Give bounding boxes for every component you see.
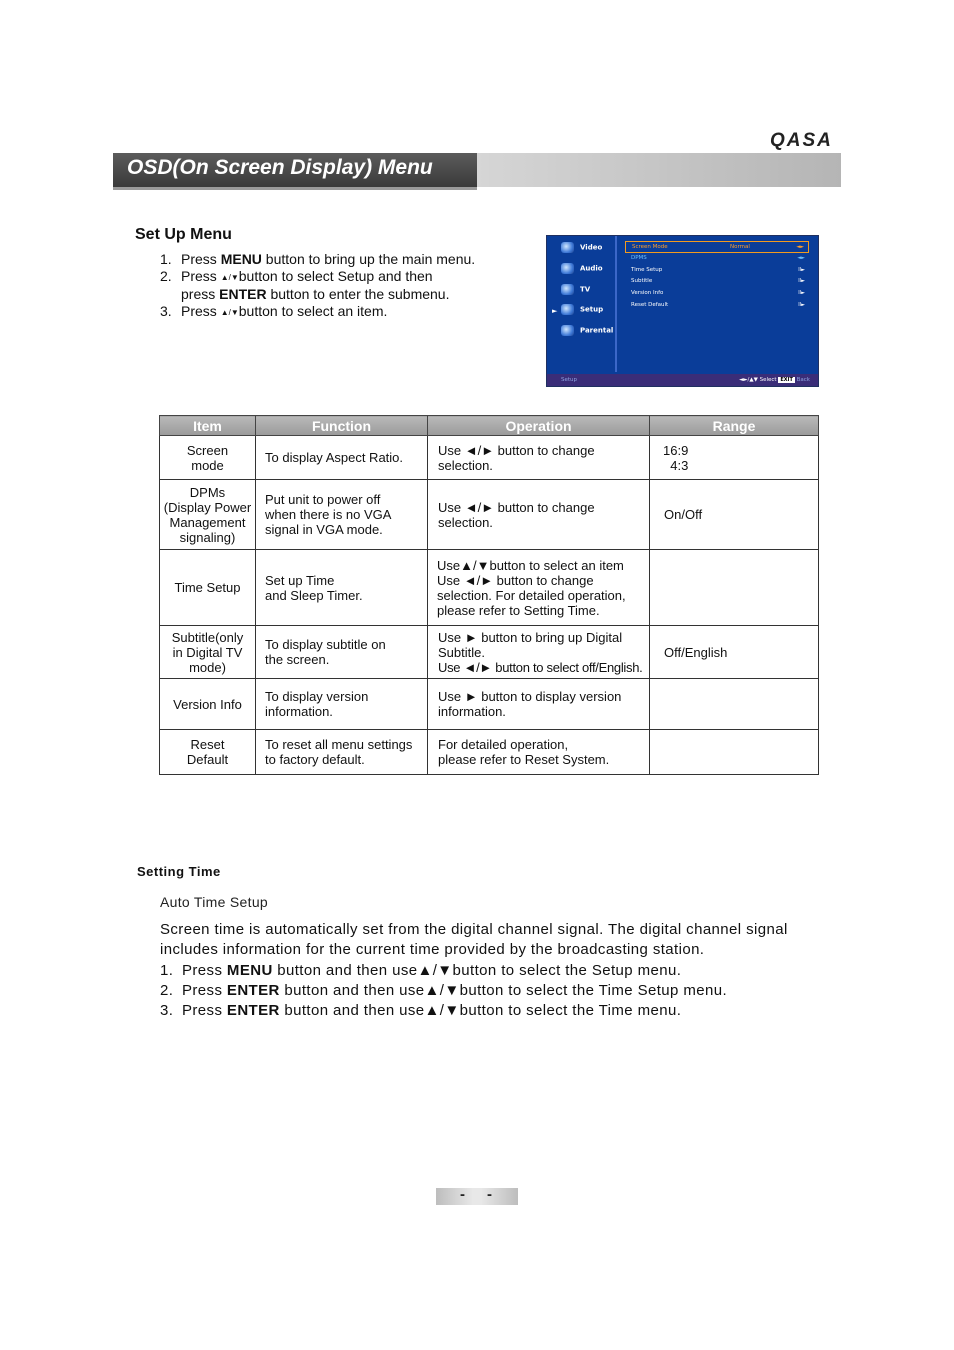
page-number xyxy=(436,1188,518,1205)
page-dash-right: - xyxy=(487,1186,492,1203)
cell-function: Put unit to power off when there is no VGA signal in VGA mode. xyxy=(256,480,428,550)
table-row xyxy=(160,626,819,679)
setup-menu-title: Set Up Menu xyxy=(135,226,232,243)
cell-operation: Use ◄/► button to change selection. xyxy=(428,480,650,550)
tv-icon xyxy=(561,284,574,295)
setting-step: 3. Press ENTER button and then use▲/▼button to select the Time menu. xyxy=(160,1002,682,1020)
setting-time-body xyxy=(160,920,788,1021)
cell-operation: Use ◄/► button to change selection. xyxy=(428,436,650,480)
header-function: Function xyxy=(256,416,428,436)
osd-menu-setup: Setup xyxy=(561,304,603,320)
osd-submenu xyxy=(625,241,809,311)
table-row xyxy=(160,730,819,775)
cell-function: Set up Time and Sleep Timer. xyxy=(256,550,428,626)
osd-main-menu xyxy=(547,236,617,372)
cell-range xyxy=(650,679,819,730)
cell-function: To display Aspect Ratio. xyxy=(256,436,428,480)
cell-range: Off/English xyxy=(650,626,819,679)
cell-operation: Use▲/▼button to select an item Use ◄/► button to change selection. For detailed operation, please refer to Setting Time. xyxy=(428,550,650,626)
cell-item: Screen mode xyxy=(160,436,256,480)
osd-row: Time Setup II► xyxy=(631,266,805,273)
setting-step: 2. Press ENTER button and then use▲/▼button to select the Time Setup menu. xyxy=(160,981,728,999)
osd-row: Screen Mode Normal ◄► xyxy=(625,241,809,253)
osd-status-bar xyxy=(547,374,818,386)
paragraph-line: Screen time is automatically set from the digital channel signal. The digital channel signal xyxy=(160,921,788,938)
cell-range: 16:9 4:3 xyxy=(650,436,819,480)
auto-time-setup-title: Auto Time Setup xyxy=(160,894,269,910)
cell-function: To reset all menu settings to factory default. xyxy=(256,730,428,775)
osd-menu-parental: Parental xyxy=(561,325,613,341)
header-range: Range xyxy=(650,416,819,436)
page-dash-left: - xyxy=(460,1186,465,1203)
cell-function: To display subtitle on the screen. xyxy=(256,626,428,679)
osd-menu-tv: TV xyxy=(561,284,590,300)
cell-item: Subtitle(only in Digital TV mode) xyxy=(160,626,256,679)
osd-menu-audio: Audio xyxy=(561,263,603,279)
page-title: OSD(On Screen Display) Menu xyxy=(127,156,433,179)
osd-row: DPMS ◄► xyxy=(631,255,805,261)
cell-item: Time Setup xyxy=(160,550,256,626)
paragraph-line: includes information for the current time provided by the broadcasting station. xyxy=(160,941,705,959)
cell-range: On/Off xyxy=(650,480,819,550)
osd-hints: ◄►/▲▼ Select EXIT Back xyxy=(739,377,810,383)
audio-icon xyxy=(561,263,574,274)
setup-steps xyxy=(160,251,475,321)
cell-range xyxy=(650,730,819,775)
setup-icon xyxy=(561,304,574,315)
cell-operation: Use ► button to display version information. xyxy=(428,679,650,730)
header-operation: Operation xyxy=(428,416,650,436)
osd-row: Version Info II► xyxy=(631,290,805,297)
cell-operation: For detailed operation, please refer to Reset System. xyxy=(428,730,650,775)
video-icon xyxy=(561,242,574,253)
cell-range xyxy=(650,550,819,626)
table-header-row xyxy=(160,416,819,436)
osd-status-label: Setup xyxy=(561,377,578,383)
table-row xyxy=(160,679,819,730)
setup-table xyxy=(159,415,819,775)
setup-step: press ENTER button to enter the submenu. xyxy=(181,286,450,302)
cell-operation: Use ► button to bring up Digital Subtitle. Use ◄/► button to select off/English. xyxy=(428,626,650,679)
osd-row: Subtitle II► xyxy=(631,278,805,285)
parental-icon xyxy=(561,325,574,336)
osd-row: Reset Default II► xyxy=(631,301,805,308)
table-row xyxy=(160,550,819,626)
cell-item: Reset Default xyxy=(160,730,256,775)
pointer-icon: ► xyxy=(552,307,558,315)
setup-step: 3. Press ▲/▼button to select an item. xyxy=(160,303,388,319)
osd-menu-video: Video xyxy=(561,242,602,258)
table-row xyxy=(160,480,819,550)
cell-function: To display version information. xyxy=(256,679,428,730)
cell-item: Version Info xyxy=(160,679,256,730)
setting-step: 1. Press MENU button and then use▲/▼button to select the Setup menu. xyxy=(160,961,682,979)
brand-logo: QASA xyxy=(770,130,833,151)
cell-item: DPMs (Display Power Management signaling) xyxy=(160,480,256,550)
setup-step: 1. Press MENU button to bring up the main menu. xyxy=(160,251,476,267)
header-item: Item xyxy=(160,416,256,436)
setting-time-title: Setting Time xyxy=(137,864,221,879)
table-row xyxy=(160,436,819,480)
osd-screenshot xyxy=(546,235,819,387)
setup-step: 2. Press ▲/▼button to select Setup and then xyxy=(160,268,433,284)
